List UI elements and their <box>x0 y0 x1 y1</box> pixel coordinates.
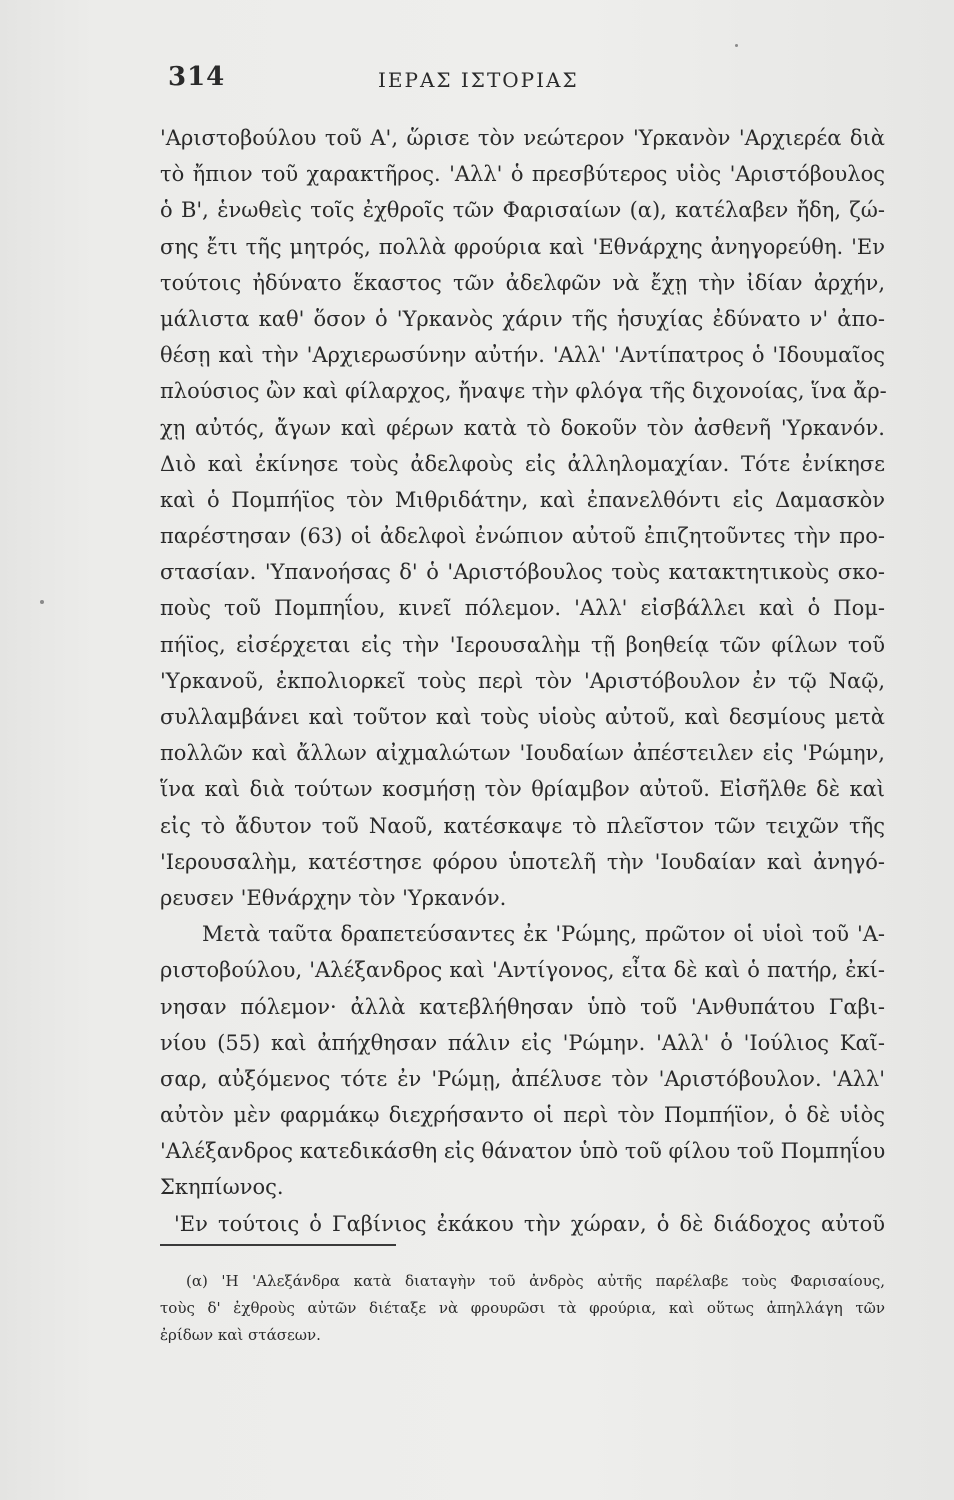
text-line: αὐτὸν μὲν φαρμάκῳ διεχρήσαντο οἱ περὶ τὸν Πομπήϊον, ὁ δὲ υἱὸς <box>160 1103 885 1128</box>
text-line: στασίαν. 'Υπανοήσας δ' ὁ 'Αριστόβουλος τοὺς κατακτητικοὺς σκο- <box>160 560 885 585</box>
text-line: 'Αλέξανδρος κατεδικάσθη εἰς θάνατον ὑπὸ τοῦ φίλου τοῦ Πομπηΐου <box>160 1139 886 1164</box>
page-header <box>168 62 888 102</box>
text-line: χῃ αὐτός, ἄγων καὶ φέρων κατὰ τὸ δοκοῦν τὸν ἀσθενῆ 'Υρκανόν. <box>160 415 885 440</box>
text-line: Διὸ καὶ ἐκίνησε τοὺς ἀδελφοὺς εἰς ἀλληλομαχίαν. Τότε ἐνίκησε <box>160 451 885 476</box>
text-line: ἵνα καὶ διὰ τούτων κοσμήσῃ τὸν θρίαμβον αὐτοῦ. Εἰσῆλθε δὲ καὶ <box>160 777 885 802</box>
text-line: εἰς τὸ ἄδυτον τοῦ Ναοῦ, κατέσκαψε τὸ πλεῖστον τῶν τειχῶν τῆς <box>160 813 885 838</box>
text-line: συλλαμβάνει καὶ τοῦτον καὶ τοὺς υἱοὺς αὐτοῦ, καὶ δεσμίους μετὰ <box>160 705 885 729</box>
text-line: 'Αριστοβούλου τοῦ Α', ὥρισε τὸν νεώτερον 'Υρκανὸν 'Αρχιερέα διὰ <box>160 126 885 150</box>
text-line: μάλιστα καθ' ὅσον ὁ 'Υρκανὸς χάριν τῆς ἡσυχίας ἐδύνατο ν' ἀπο- <box>160 306 885 331</box>
text-line: σαρ, αὐξόμενος τότε ἐν 'Ρώμῃ, ἀπέλυσε τὸν 'Αριστόβουλον. 'Αλλ' <box>160 1066 885 1091</box>
text-line: παρέστησαν (63) οἱ ἀδελφοὶ ἐνώπιον αὐτοῦ ἐπιζητοῦντες τὴν προ- <box>160 524 885 549</box>
text-line: ρευσεν 'Εθνάρχην τὸν 'Υρκανόν. <box>160 885 507 910</box>
text-line: πήϊος, εἰσέρχεται εἰς τὴν 'Ιερουσαλὴμ τῇ βοηθείᾳ τῶν φίλων τοῦ <box>160 632 885 657</box>
text-line: νησαν πόλεμον· ἀλλὰ κατεβλήθησαν ὑπὸ τοῦ 'Ανθυπάτου Γαβι- <box>160 994 885 1019</box>
text-line: πολλῶν καὶ ἄλλων αἰχμαλώτων 'Ιουδαίων ἀπέστειλεν εἰς 'Ρώμην, <box>160 741 885 766</box>
footnote-line: (α) 'Η 'Αλεξάνδρα κατὰ διαταγὴν τοῦ ἀνδρὸς αὐτῆς παρέλαβε τοὺς Φαρισαίους, <box>186 1272 885 1290</box>
body-text <box>160 120 885 1242</box>
text-line: τὸ ἤπιον τοῦ χαρακτῆρος. 'Αλλ' ὁ πρεσβύτερος υἱὸς 'Αριστόβουλος <box>160 162 885 187</box>
paper-speck <box>735 44 738 47</box>
paragraph-first-line: 'Εν τούτοις ὁ Γαβίνιος ἐκάκου τὴν χώραν, ὁ δὲ διάδοχος αὐτοῦ <box>174 1211 885 1236</box>
footnote-line: τοὺς δ' ἐχθροὺς αὐτῶν διέταξε νὰ φρουρῶσι τὰ φρούρια, καὶ οὕτως ἀπηλλάγη τῶν <box>160 1299 885 1317</box>
footnote-rule <box>160 1244 396 1246</box>
text-line: πλούσιος ὢν καὶ φίλαρχος, ἤναψε τὴν φλόγα τῆς διχονοίας, ἵνα ἄρ- <box>160 379 887 404</box>
paragraph-first-line: Μετὰ ταῦτα δραπετεύσαντες ἐκ 'Ρώμης, πρῶτον οἱ υἱοὶ τοῦ 'Α- <box>202 922 885 947</box>
text-line: 'Υρκανοῦ, ἐκπολιορκεῖ τοὺς περὶ τὸν 'Αριστόβουλον ἐν τῷ Ναῷ, <box>160 668 885 693</box>
text-line: ὁ Β', ἑνωθεὶς τοῖς ἐχθροῖς τῶν Φαρισαίων (α), κατέλαβεν ἤδη, ζώ- <box>160 198 885 223</box>
text-line: 'Ιερουσαλὴμ, κατέστησε φόρου ὑποτελῆ τὴν 'Ιουδαίαν καὶ ἀνηγό- <box>160 849 885 874</box>
text-line: θέσῃ καὶ τὴν 'Αρχιερωσύνην αὐτήν. 'Αλλ' 'Αντίπατρος ὁ 'Ιδουμαῖος <box>160 343 885 368</box>
page-number: 314 <box>168 62 226 92</box>
text-line: Σκηπίωνος. <box>160 1175 284 1200</box>
text-line: καὶ ὁ Πομπήϊος τὸν Μιθριδάτην, καὶ ἐπανελθόντι εἰς Δαμασκὸν <box>160 487 885 512</box>
footnote-line: ἐρίδων καὶ στάσεων. <box>160 1326 321 1344</box>
text-line: τούτοις ἠδύνατο ἕκαστος τῶν ἀδελφῶν νὰ ἔχῃ τὴν ἰδίαν ἀρχήν, <box>160 270 885 295</box>
paper-speck <box>40 600 44 604</box>
text-line: ποὺς τοῦ Πομπηΐου, κινεῖ πόλεμον. 'Αλλ' εἰσβάλλει καὶ ὁ Πομ- <box>160 596 885 621</box>
footnote <box>160 1268 885 1349</box>
running-title: ΙΕΡΑΣ ΙΣΤΟΡΙΑΣ <box>378 68 579 92</box>
text-line: νίου (55) καὶ ἀπήχθησαν πάλιν εἰς 'Ρώμην. 'Αλλ' ὁ 'Ιούλιος Καῖ- <box>160 1030 885 1055</box>
text-line: σης ἔτι τῆς μητρός, πολλὰ φρούρια καὶ 'Εθνάρχης ἀνηγορεύθη. 'Εν <box>160 234 885 259</box>
text-line: ριστοβούλου, 'Αλέξανδρος καὶ 'Αντίγονος, εἶτα δὲ καὶ ὁ πατήρ, ἐκί- <box>160 958 885 983</box>
